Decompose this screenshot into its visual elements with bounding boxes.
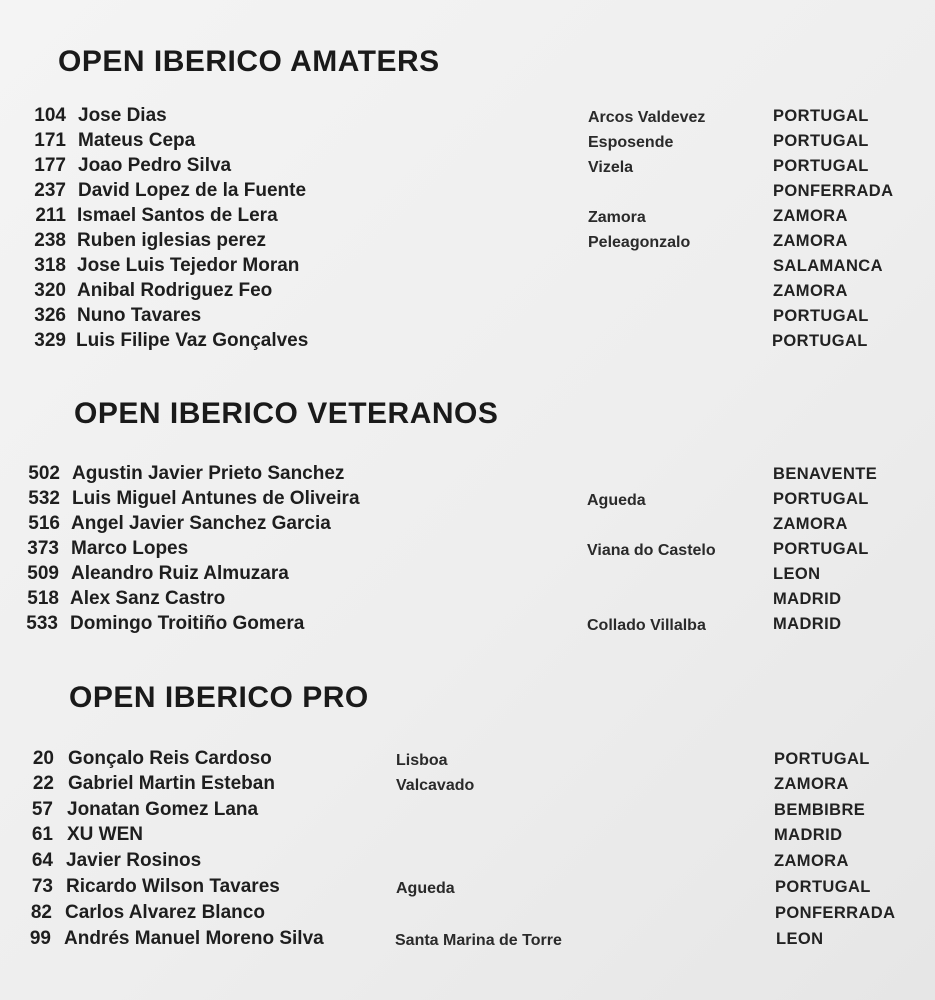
list-item [0,900,935,925]
entry-town: Esposende [588,134,674,151]
entry-number: 73 [31,876,53,897]
entry-name: Carlos Alvarez Blanco [65,902,265,923]
entry-town: Zamora [588,209,646,226]
entry-name: Gabriel Martin Esteban [68,773,275,794]
entry-name: Jose Luis Tejedor Moran [77,255,300,276]
entry-region: PORTUGAL [772,332,868,350]
entry-region: ZAMORA [773,515,848,533]
entry-number: 57 [31,799,53,820]
list-item [0,611,935,636]
list-item [0,511,935,536]
entry-region: ZAMORA [774,852,849,870]
list-item [0,103,935,128]
list-item [0,874,935,899]
entry-name: Aleandro Ruiz Almuzara [71,563,289,584]
section-title-veteranos: OPEN IBERICO VETERANOS [74,397,499,430]
entry-number: 64 [31,850,53,871]
entry-name: Luis Miguel Antunes de Oliveira [72,488,360,509]
entry-region: ZAMORA [773,232,848,250]
entry-town: Santa Marina de Torre [395,932,562,949]
entry-name: Alex Sanz Castro [70,588,226,609]
entry-number: 373 [27,538,59,559]
list-item [0,486,935,511]
list-item [0,461,935,486]
entry-name: Agustin Javier Prieto Sanchez [72,463,345,484]
entry-region: BEMBIBRE [774,801,866,819]
entry-number: 237 [34,180,66,201]
entry-name: Angel Javier Sanchez Garcia [71,513,331,534]
list-item [0,746,935,771]
entry-number: 533 [26,613,58,634]
entry-name: Joao Pedro Silva [78,155,232,176]
entry-number: 238 [34,230,66,251]
entry-region: MADRID [773,615,842,633]
list-item [0,203,935,228]
entry-region: SALAMANCA [773,257,883,275]
entry-region: ZAMORA [773,207,848,225]
entry-region: PORTUGAL [773,157,869,175]
entry-number: 104 [34,105,66,126]
entry-region: PONFERRADA [775,904,896,922]
entry-region: MADRID [774,826,843,844]
entry-region: PORTUGAL [775,878,871,896]
entry-name: Ruben iglesias perez [77,230,267,251]
list-item [0,822,935,847]
entry-number: 532 [28,488,60,509]
entry-town: Agueda [587,492,646,509]
entry-region: PORTUGAL [773,107,869,125]
entry-number: 502 [28,463,60,484]
entry-town: Collado Villalba [587,617,706,634]
entry-number: 518 [27,588,59,609]
entry-town: Peleagonzalo [588,234,691,251]
entry-region: PORTUGAL [773,540,869,558]
entry-region: PORTUGAL [773,490,869,508]
entry-region: PONFERRADA [773,182,894,200]
entry-name: Javier Rosinos [66,850,202,871]
list-item [0,797,935,822]
entry-name: David Lopez de la Fuente [78,180,307,201]
entry-region: MADRID [773,590,842,608]
section-title-amaters: OPEN IBERICO AMATERS [58,45,440,78]
entry-region: PORTUGAL [774,750,870,768]
entry-name: XU WEN [67,824,143,845]
entry-region: PORTUGAL [773,307,869,325]
entry-number: 320 [34,280,66,301]
entry-name: Jonatan Gomez Lana [67,799,259,820]
entry-town: Valcavado [396,777,475,794]
list-item [0,926,935,951]
entry-number: 509 [27,563,59,584]
entry-number: 82 [30,902,52,923]
entry-name: Ricardo Wilson Tavares [66,876,280,897]
entry-number: 22 [32,773,54,794]
entry-number: 171 [34,130,66,151]
entry-number: 329 [34,330,66,351]
entry-name: Mateus Cepa [78,130,196,151]
entry-number: 61 [31,824,53,845]
list-item [0,328,935,353]
list-item [0,771,935,796]
entry-number: 20 [32,748,54,769]
entry-number: 99 [29,928,51,949]
entry-region: ZAMORA [774,775,849,793]
entry-region: LEON [776,930,824,948]
list-item [0,848,935,873]
entry-name: Ismael Santos de Lera [77,205,278,226]
entry-town: Vizela [588,159,634,176]
list-item [0,153,935,178]
entry-name: Anibal Rodriguez Feo [77,280,273,301]
list-item [0,586,935,611]
entry-name: Luis Filipe Vaz Gonçalves [76,330,309,351]
entry-number: 516 [28,513,60,534]
entry-town: Lisboa [396,752,448,769]
entry-name: Marco Lopes [71,538,189,559]
list-item [0,253,935,278]
entry-region: BENAVENTE [773,465,878,483]
list-item [0,561,935,586]
entry-number: 318 [34,255,66,276]
list-item [0,536,935,561]
list-item [0,178,935,203]
entry-number: 326 [34,305,66,326]
entry-name: Nuno Tavares [77,305,202,326]
entry-town: Viana do Castelo [587,542,716,559]
entry-name: Andrés Manuel Moreno Silva [64,928,324,949]
entry-region: ZAMORA [773,282,848,300]
list-item [0,228,935,253]
entry-number: 211 [35,205,66,226]
section-title-pro: OPEN IBERICO PRO [69,681,369,714]
entry-region: LEON [773,565,821,583]
list-item [0,303,935,328]
list-item [0,128,935,153]
entry-name: Domingo Troitiño Gomera [70,613,305,634]
entry-town: Agueda [396,880,455,897]
list-item [0,278,935,303]
entry-number: 177 [34,155,66,176]
entry-region: PORTUGAL [773,132,869,150]
entry-name: Jose Dias [78,105,167,126]
entry-name: Gonçalo Reis Cardoso [68,748,272,769]
entry-town: Arcos Valdevez [588,109,706,126]
